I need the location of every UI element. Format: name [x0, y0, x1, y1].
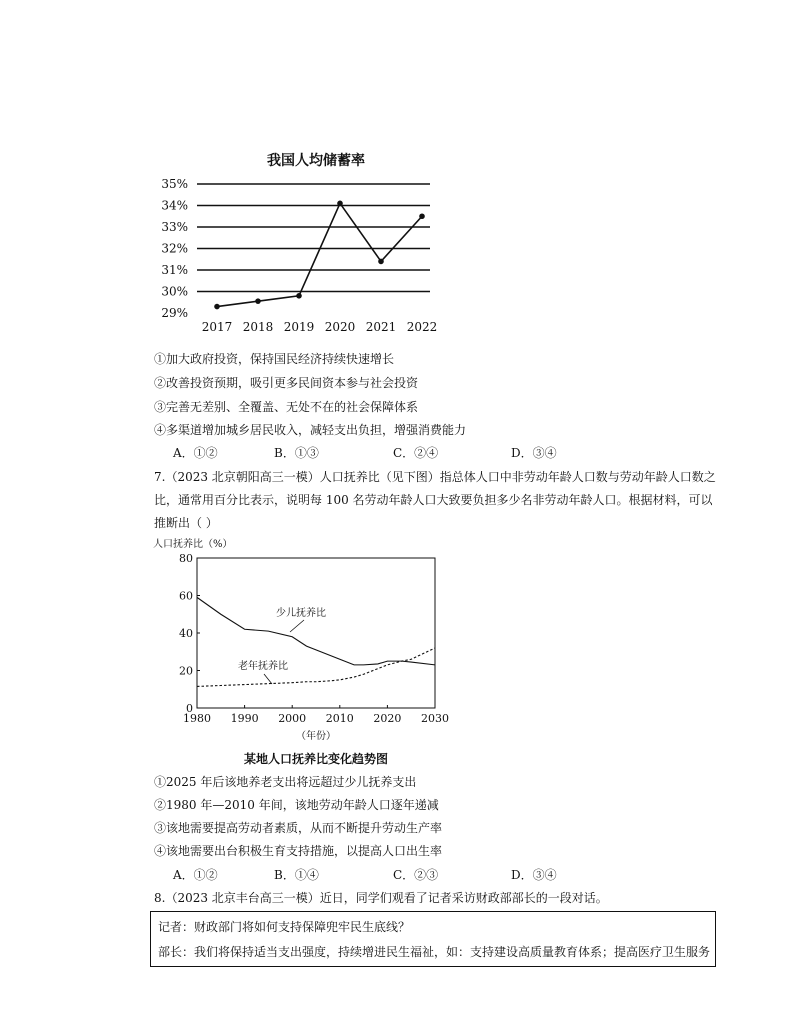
data-point: [337, 201, 343, 207]
chart2-label-children: 少儿抚养比: [276, 608, 326, 619]
elderly-label-arrow: [264, 674, 272, 684]
q6-option-1: ①加大政府投资，保持国民经济持续快速增长: [154, 352, 395, 366]
chart2-xlabel: （年份）: [296, 731, 336, 742]
chart2-y-tick: 40: [179, 627, 193, 640]
chart2-x-tick: 1980: [183, 712, 211, 725]
chart1-y-tick: 32%: [161, 241, 188, 256]
q8-dialog-box: [150, 911, 716, 967]
q7-choice-d[interactable]: D．③④: [511, 868, 557, 882]
chart2-ylabel: 人口抚养比（%）: [153, 539, 233, 550]
chart1-x-tick: 2020: [324, 320, 356, 334]
q6-choice-a[interactable]: A．①②: [173, 446, 218, 460]
chart1-x-tick: 2022: [406, 320, 438, 334]
chart1-y-tick: 29%: [161, 306, 188, 320]
chart1-title: 我国人均储蓄率: [267, 153, 365, 169]
q7-choice-a[interactable]: A．①②: [173, 868, 218, 882]
dependency-ratio-chart: [150, 532, 460, 772]
q8-stem: 8.（2023 北京丰台高三一模）近日，同学们观看了记者采访财政部部长的一段对话。: [154, 891, 608, 905]
q7-choice-b[interactable]: B．①④: [274, 868, 319, 882]
q6-choice-d[interactable]: D．③④: [511, 446, 557, 460]
q6-option-3: ③完善无差别、全覆盖、无处不在的社会保障体系: [154, 400, 419, 414]
chart2-x-tick: 2010: [325, 712, 354, 725]
chart2-y-tick: 0: [186, 702, 193, 715]
data-point: [296, 293, 302, 299]
q7-choice-c[interactable]: C．②③: [393, 868, 439, 882]
chart2-label-elderly: 老年抚养比: [238, 661, 288, 672]
q8-dialog-reporter: 记者：财政部门将如何支持保障兜牢民生底线？: [158, 920, 411, 934]
q6-option-2: ②改善投资预期，吸引更多民间资本参与社会投资: [154, 376, 419, 390]
data-point: [214, 304, 220, 310]
chart2-x-tick: 2000: [278, 712, 307, 725]
q7-stem-line-1: 7.（2023 北京朝阳高三一模）人口抚养比（见下图）指总体人口中非劳动年龄人口数与劳动年龄人口数之: [154, 470, 716, 484]
data-point: [419, 213, 425, 219]
chart2-x-tick: 2030: [421, 712, 449, 725]
chart1-y-tick: 31%: [161, 263, 188, 277]
savings-rate-chart: [150, 145, 450, 340]
chart2-x-tick: 1990: [230, 712, 259, 725]
elderly-dependency-line: [197, 648, 435, 686]
chart2-y-tick: 20: [179, 664, 193, 678]
data-point: [255, 298, 261, 304]
chart1-x-tick: 2019: [283, 320, 315, 334]
chart1-y-tick: 33%: [161, 220, 188, 234]
q7-option-2: ②1980 年—2010 年间，该地劳动年龄人口逐年递减: [154, 798, 439, 812]
q7-stem-line-2: 比，通常用百分比表示，说明每 100 名劳动年龄人口大致要负担多少名非劳动年龄人口。根据材料，可以: [154, 493, 713, 507]
chart2-y-tick: 80: [179, 552, 193, 565]
chart1-y-tick: 34%: [161, 198, 188, 213]
q7-stem-line-3: 推断出（ ）: [154, 516, 218, 530]
chart1-x-tick: 2018: [242, 320, 274, 334]
children-label-arrow: [290, 620, 304, 632]
q6-option-4: ④多渠道增加城乡居民收入，减轻支出负担，增强消费能力: [154, 423, 467, 437]
chart1-x-tick: 2017: [201, 320, 233, 334]
chart2-x-tick: 2020: [373, 712, 402, 725]
data-point: [378, 259, 384, 265]
chart2-y-tick: 60: [179, 589, 193, 603]
q6-choice-b[interactable]: B．①③: [274, 446, 319, 460]
chart1-x-tick: 2021: [365, 320, 397, 334]
chart2-caption: 某地人口抚养比变化趋势图: [243, 752, 389, 766]
chart1-y-tick: 30%: [161, 284, 188, 299]
q7-option-3: ③该地需要提高劳动者素质，从而不断提升劳动生产率: [154, 821, 443, 835]
q6-choice-c[interactable]: C．②④: [393, 446, 439, 460]
q8-dialog-minister: 部长：我们将保持适当支出强度，持续增进民生福祉，如：支持建设高质量教育体系；提高医疗卫生服务: [158, 945, 711, 959]
q7-option-1: ①2025 年后该地养老支出将远超过少儿抚养支出: [154, 775, 417, 789]
q7-option-4: ④该地需要出台积极生育支持措施，以提高人口出生率: [154, 844, 443, 858]
chart1-y-tick: 35%: [161, 177, 188, 191]
chart2-frame: [197, 558, 435, 708]
